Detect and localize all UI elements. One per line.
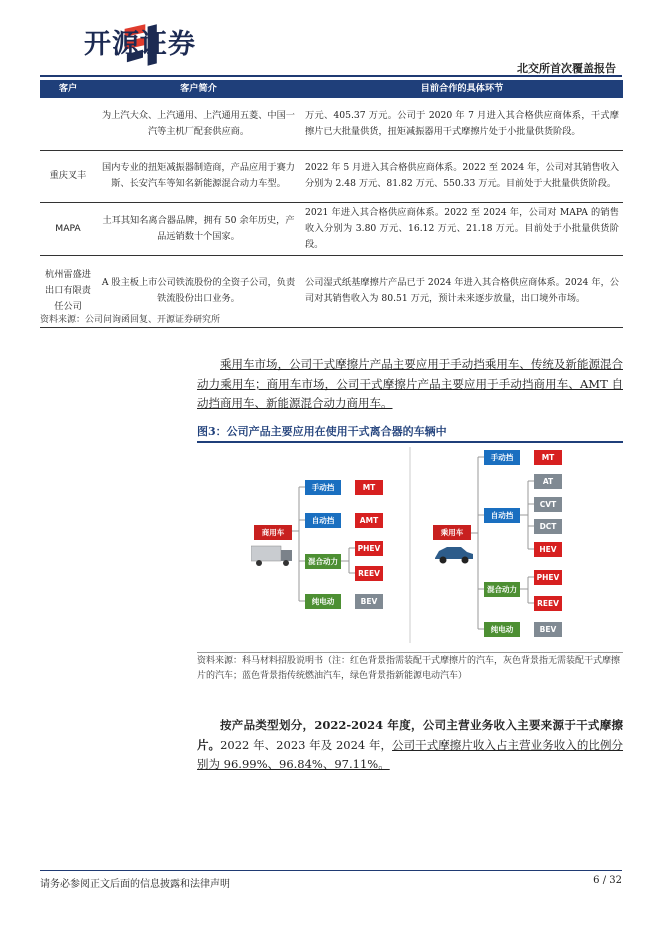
paragraph-text: 乘用车市场，公司干式摩擦片产品主要应用于手动挡乘用车、传统及新能源混合动力乘用车；商用车市场，公司干式摩擦片产品主要应用于手动挡商用车、AMT 自动挡商用车、新能源混合动力商用车。 xyxy=(197,357,623,410)
table-source: 资料来源：公司问询函回复、开源证券研究所 xyxy=(40,315,221,325)
cell-intro: A 股主板上市公司铁流股份的全资子公司，负责铁流股份出口业务。 xyxy=(96,255,301,327)
report-type: 北交所首次覆盖报告 xyxy=(517,62,616,75)
figure-source: 资料来源：科马材料招股说明书（注：红色背景指需装配干式摩擦片的汽车，灰色背景指无需装配干式摩擦片的汽车；蓝色背景指传统燃油汽车，绿色背景指新能源电动汽车） xyxy=(197,652,623,684)
cell-intro: 土耳其知名离合器品牌，拥有 50 余年历史，产品远销数十个国家。 xyxy=(96,202,301,255)
underlined-sentence: 公司干式摩擦片收入占主营业务收入的比例分别为 96.99%、96.84%、97.11%。 xyxy=(197,737,624,771)
page-number: 6 / 32 xyxy=(593,875,622,886)
column-header-intro: 客户简介 xyxy=(96,80,301,98)
table-row xyxy=(40,150,623,202)
car-icon xyxy=(433,543,475,565)
passenger-hev-leaf: HEV xyxy=(534,542,562,557)
commercial-mt-leaf: MT xyxy=(355,480,383,495)
cell-detail: 万元、405.37 万元。公司于 2020 年 7 月进入其合格供应商体系，干式摩擦片已大批量供货，扭矩减振器用干式摩擦片处于小批量供货阶段。 xyxy=(301,98,623,150)
table-row xyxy=(40,202,623,255)
footer-disclaimer: 请务必参阅正文后面的信息披露和法律声明 xyxy=(40,879,230,890)
footer-divider xyxy=(40,870,622,871)
passenger-manual-branch: 手动挡 xyxy=(484,450,520,465)
figure-title: 图3：公司产品主要应用在使用干式离合器的车辆中 xyxy=(197,423,623,443)
commercial-amt-leaf: AMT xyxy=(355,513,383,528)
commercial-ev-branch: 纯电动 xyxy=(305,594,341,609)
cell-detail: 2022 年 5 月进入其合格供应商体系。2022 至 2024 年，公司对其销售收入分别为 2.48 万元、81.82 万元、550.33 万元。目前处于大批量供货阶段。 xyxy=(301,150,623,202)
table-header-row xyxy=(40,80,623,98)
passenger-hybrid-branch: 混合动力 xyxy=(484,582,520,597)
passenger-reev-leaf: REEV xyxy=(534,596,562,611)
passenger-phev-leaf: PHEV xyxy=(534,570,562,585)
passenger-mt-leaf: MT xyxy=(534,450,562,465)
customer-table xyxy=(40,80,623,328)
column-header-customer: 客户 xyxy=(40,80,96,98)
paragraph-text: 2022 年、2023 年及 2024 年， xyxy=(220,737,393,752)
brand-name: 开源证券 xyxy=(84,29,196,60)
passenger-vehicle-label: 乘用车 xyxy=(433,525,471,540)
cell-detail: 2021 年进入其合格供应商体系。2022 至 2024 年，公司对 MAPA 的销售收入分别为 3.80 万元、16.12 万元、21.18 万元。目前处于小批量供货阶段。 xyxy=(301,202,623,255)
commercial-phev-leaf: PHEV xyxy=(355,541,383,556)
cell-customer: 重庆叉丰 xyxy=(40,150,96,202)
commercial-vehicle-label: 商用车 xyxy=(254,525,292,540)
column-header-detail: 目前合作的具体环节 xyxy=(301,80,623,98)
commercial-bev-leaf: BEV xyxy=(355,594,383,609)
cell-intro: 国内专业的扭矩减振器制造商，产品应用于赛力斯、长安汽车等知名新能源混合动力车型。 xyxy=(96,150,301,202)
cell-intro: 为上汽大众、上汽通用、上汽通用五菱、中国一汽等主机厂配套供应商。 xyxy=(96,98,301,150)
passenger-cvt-leaf: CVT xyxy=(534,497,562,512)
cell-customer xyxy=(40,98,96,150)
passenger-auto-branch: 自动挡 xyxy=(484,508,520,523)
commercial-manual-branch: 手动挡 xyxy=(305,480,341,495)
commercial-hybrid-branch: 混合动力 xyxy=(305,554,341,569)
cell-customer: MAPA xyxy=(40,202,96,255)
commercial-reev-leaf: REEV xyxy=(355,566,383,581)
vehicle-application-diagram xyxy=(197,443,623,647)
body-paragraph xyxy=(197,355,623,414)
table-row xyxy=(40,98,623,150)
cell-customer: 杭州雷盛进出口有限责任公司 xyxy=(40,255,96,327)
bold-lead-sentence: 按产品类型划分，2022-2024 年度，公司主营业务收入主要来源于干式摩擦片。 xyxy=(197,718,623,752)
header-divider xyxy=(40,75,622,77)
passenger-ev-branch: 纯电动 xyxy=(484,622,520,637)
truck-icon xyxy=(251,543,295,567)
cell-detail: 公司湿式纸基摩擦片产品已于 2024 年进入其合格供应商体系。2024 年，公司对其销售收入为 80.51 万元，预计未来逐步放量，出口境外市场。 xyxy=(301,255,623,327)
passenger-at-leaf: AT xyxy=(534,474,562,489)
body-paragraph xyxy=(197,716,623,775)
passenger-bev-leaf: BEV xyxy=(534,622,562,637)
commercial-auto-branch: 自动挡 xyxy=(305,513,341,528)
passenger-dct-leaf: DCT xyxy=(534,519,562,534)
